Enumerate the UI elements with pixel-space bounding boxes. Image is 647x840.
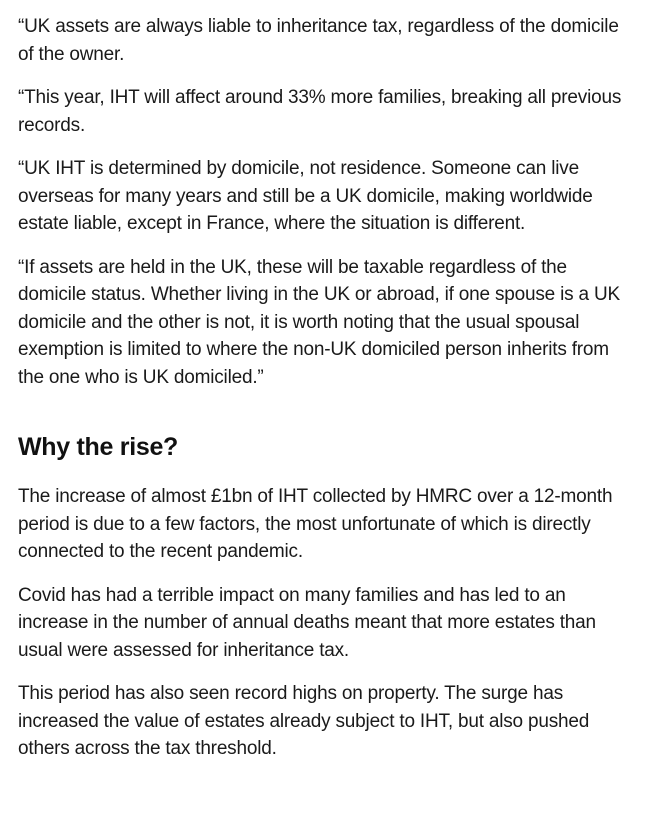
quote-paragraph-domicile: “UK IHT is determined by domicile, not residence. Someone can live overseas for many years and still be a UK domicile, making worldwide estate liable, except in France, where the situation is different. [18, 158, 593, 234]
quote-paragraph-uk-assets: “UK assets are always liable to inheritance tax, regardless of the domicile of the owner. [18, 16, 619, 65]
section-heading-why-the-rise: Why the rise? [18, 433, 179, 461]
quote-paragraph-iht-families: “This year, IHT will affect around 33% more families, breaking all previous records. [18, 87, 622, 136]
body-paragraph-covid: Covid has had a terrible impact on many families and has led to an increase in the number of annual deaths meant that more estates than usual were assessed for inheritance tax. [18, 584, 596, 661]
body-paragraph-increase: The increase of almost £1bn of IHT collected by HMRC over a 12-month period is due to a few factors, the most unfortunate of which is directly connected to the recent pandemic. [18, 486, 613, 562]
body-paragraph-property: This period has also seen record highs on property. The surge has increased the value of estates already subject to IHT, but also pushed others across the tax threshold. [18, 683, 590, 759]
quote-paragraph-spousal-exemption: “If assets are held in the UK, these will be taxable regardless of the domicile status. Whether living in the UK or abroad, if one spouse is a UK domicile and the other is not, it is worth noting that the usual spousal exemption is limited to where the non-UK domiciled person inherits from the one who is UK domiciled.” [18, 256, 620, 388]
